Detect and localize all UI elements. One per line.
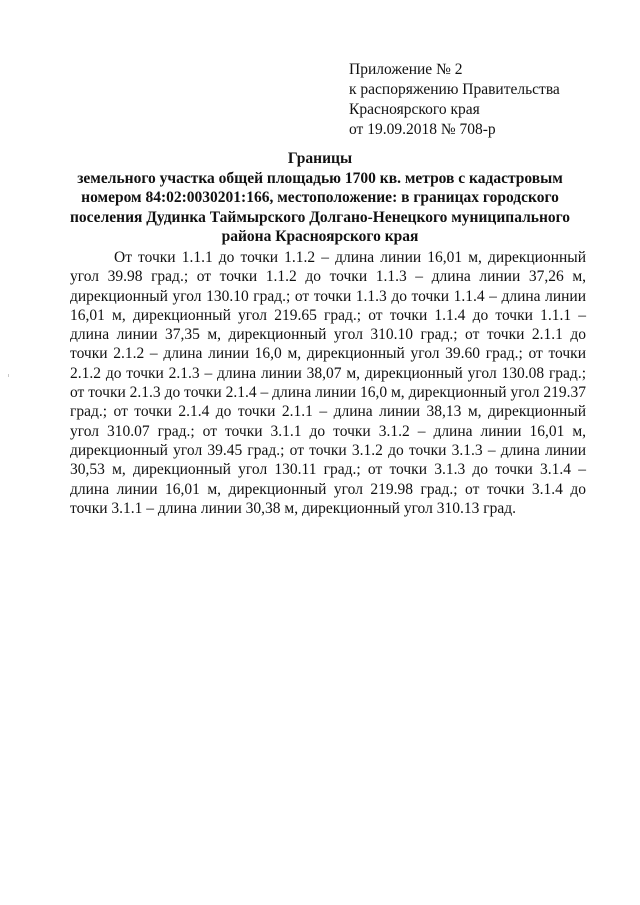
appendix-region: Красноярского края	[349, 101, 480, 118]
boundary-description: От точки 1.1.1 до точки 1.1.2 – длина линии 16,01 м, дирекционный угол 39.98 град.; от точки 1.1.2 до точки 1.1.3 – длина линии 37,26 м, дирекционный угол 130.10 град.; от точки 1.1.3 до точки 1.1.4 – длина линии 16,01 м, дирекционный угол 219.65 град.; от точки 1.1.4 до точки 1.1.1 – длина линии 37,35 м, дирекционный угол 310.10 град.; от точки 2.1.1 до точки 2.1.2 – длина линии 16,0 м, дирекционный угол 39.60 град.; от точки 2.1.2 до точки 2.1.3 – длина линии 38,07 м, дирекционный угол 130.08 град.; от точки 2.1.3 до точки 2.1.4 – длина линии 16,0 м, дирекционный угол 219.37 град.; от точки 2.1.4 до точки 2.1.1 – длина линии 38,13 м, дирекционный угол 310.07 град.; от точки 3.1.1 до точки 3.1.2 – длина линии 16,01 м, дирекционный угол 39.45 град.; от точки 3.1.2 до точки 3.1.3 – длина линии 30,53 м, дирекционный угол 130.11 град.; от точки 3.1.3 до точки 3.1.4 – длина линии 16,01 м, дирекционный угол 219.98 град.; от точки 3.1.4 до точки 3.1.1 – длина линии 30,38 м, дирекционный угол 310.13 град.	[70, 249, 586, 517]
title-heading: Границы	[287, 150, 353, 167]
appendix-to-order: к распоряжению Правительства	[349, 81, 560, 98]
document-title	[66, 149, 574, 247]
appendix-number: Приложение № 2	[349, 61, 463, 78]
title-line-3: поселения Дудинка Таймырского Долгано-Ненецкого муниципального	[69, 208, 571, 226]
scan-mark	[8, 374, 9, 377]
title-line-1: земельного участка общей площадью 1700 кв. метров с кадастровым	[77, 169, 563, 187]
title-line-4: района Красноярского края	[221, 228, 419, 245]
appendix-block	[349, 60, 609, 140]
title-line-2: номером 84:02:0030201:166, местоположение: в границах городского	[81, 189, 559, 206]
appendix-date-number: от 19.09.2018 № 708-р	[349, 121, 496, 138]
